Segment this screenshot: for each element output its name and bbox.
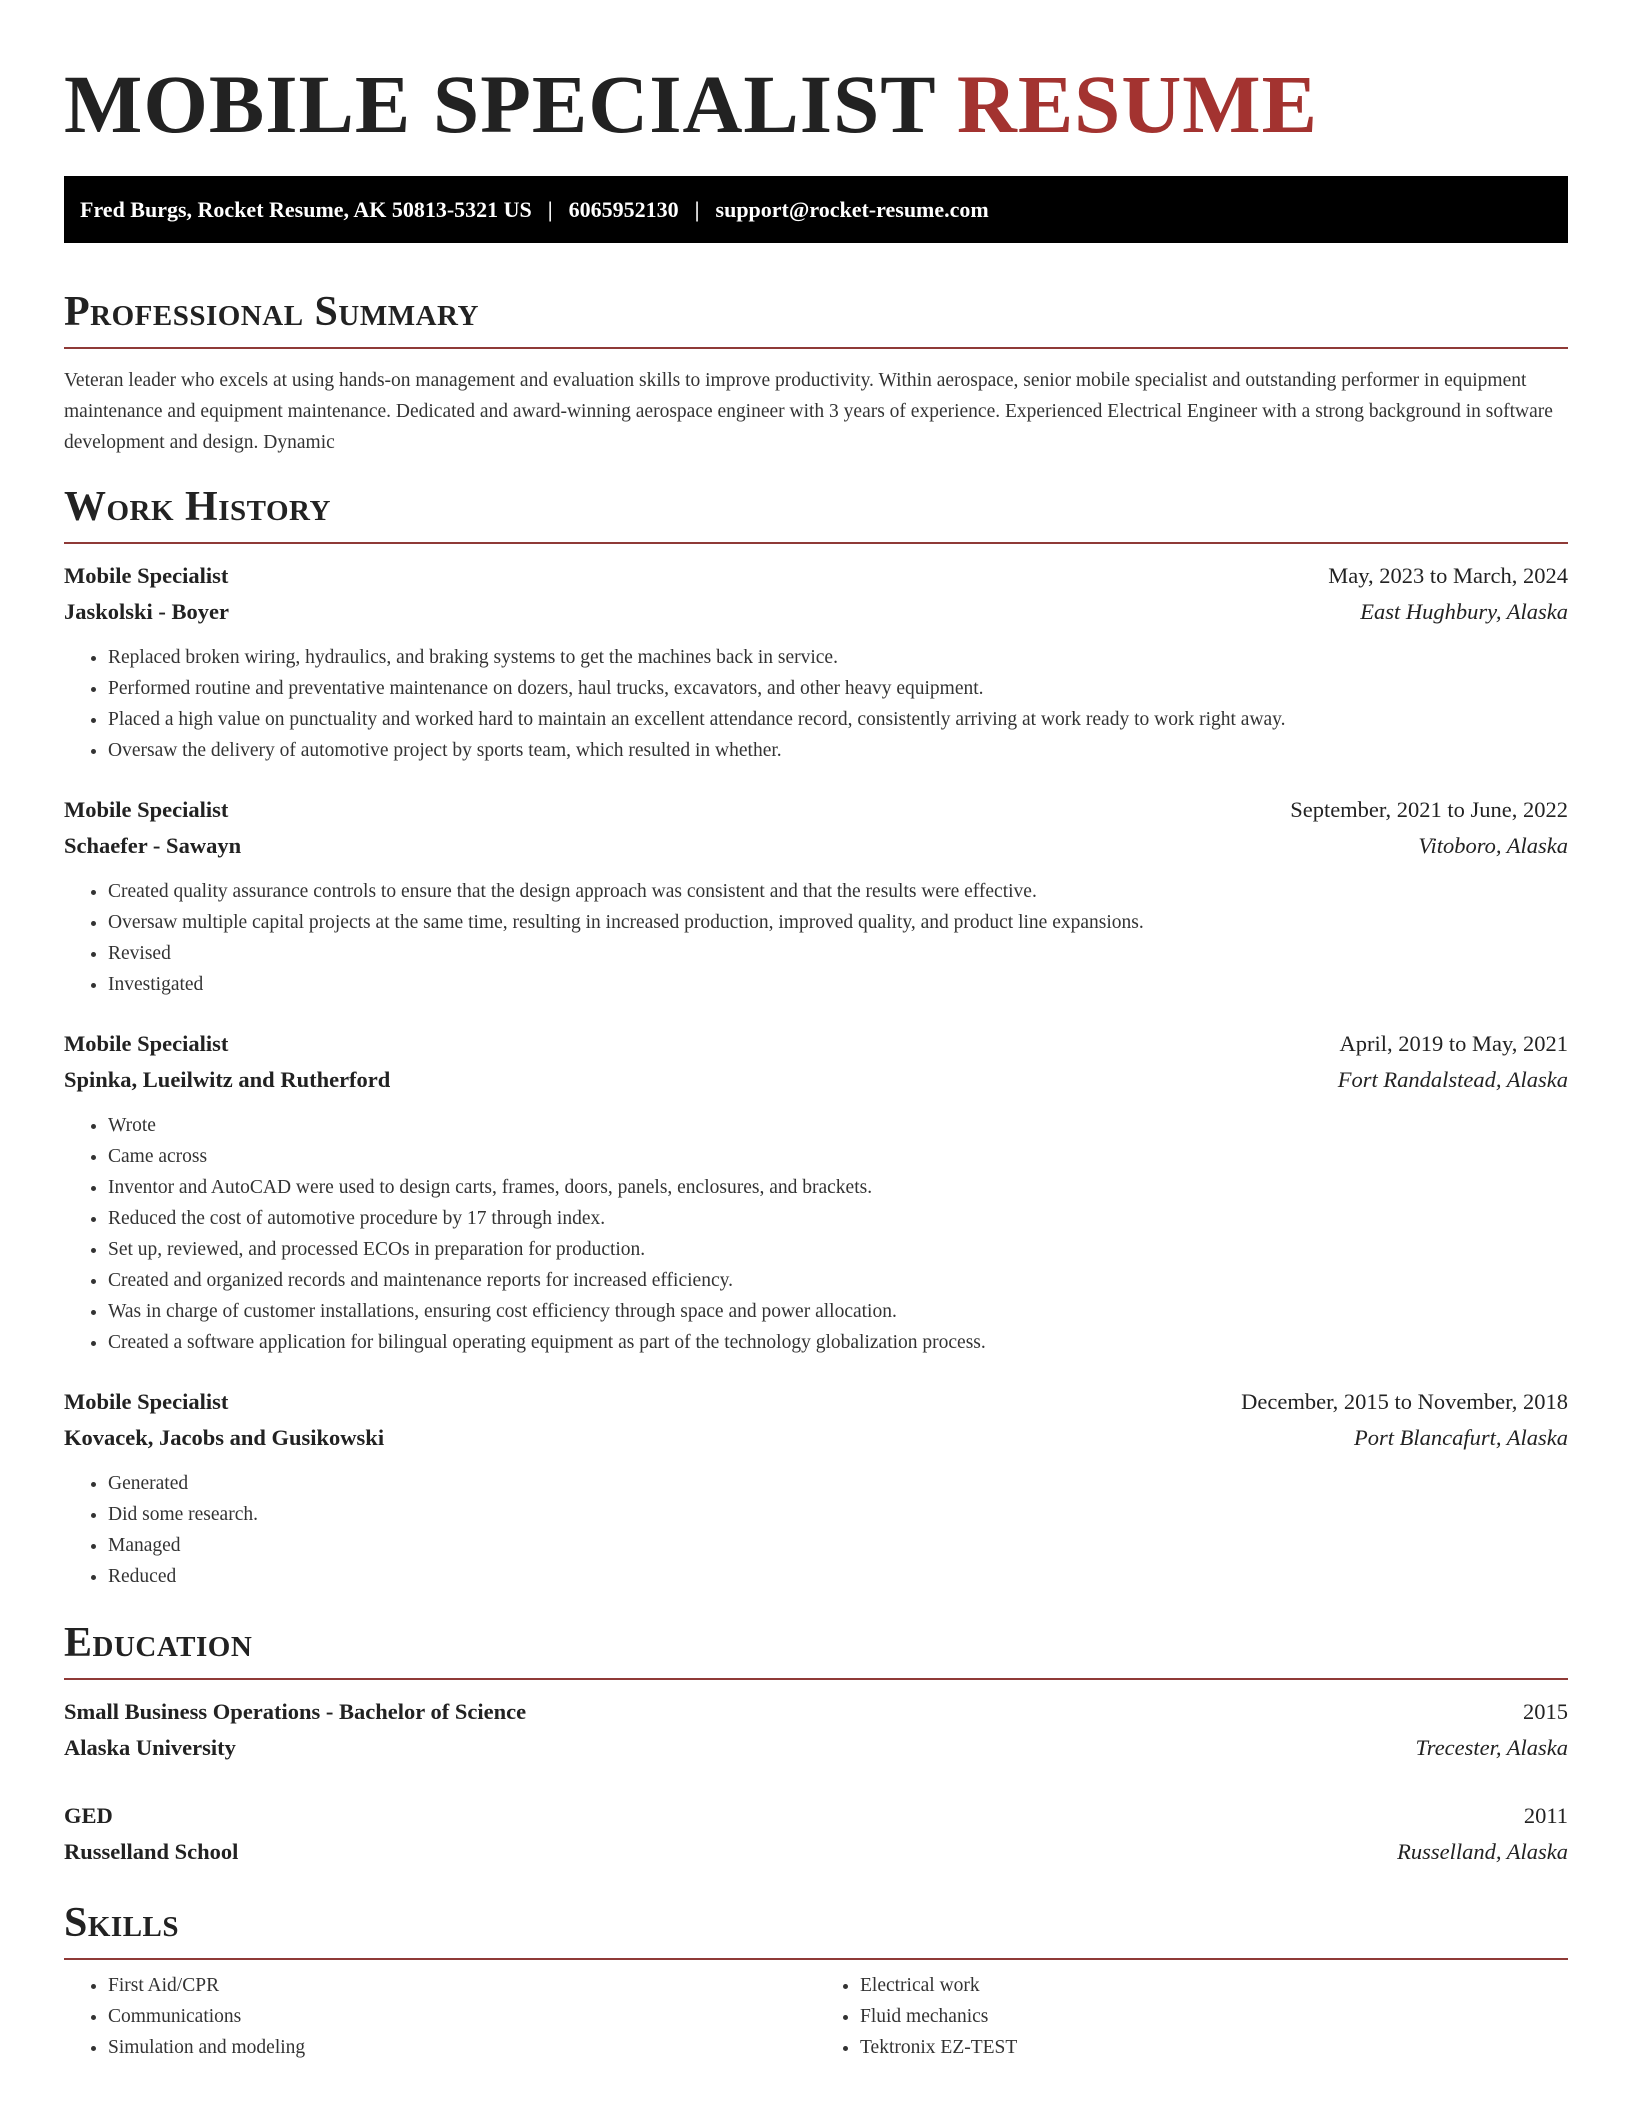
job-entry	[64, 792, 1568, 1000]
job-location: Port Blancafurt, Alaska	[1354, 1425, 1568, 1450]
contact-email[interactable]: support@rocket-resume.com	[715, 196, 989, 222]
job-bullet: • Created a software application for bilingual operating equipment as part of the technology globalization process.	[108, 1327, 1568, 1358]
job-bullet: • Performed routine and preventative maintenance on dozers, haul trucks, excavators, and other heavy equipment.	[108, 673, 1568, 704]
skills-list	[816, 1970, 1568, 2063]
job-title: Mobile Specialist	[64, 563, 229, 588]
job-entry	[64, 1026, 1568, 1358]
job-bullet: • Generated	[108, 1468, 1568, 1499]
job-bullet: • Reduced	[108, 1561, 1568, 1592]
job-title: Mobile Specialist	[64, 797, 229, 822]
skills-column-right	[816, 1970, 1568, 2063]
job-bullets	[64, 1468, 1568, 1592]
job-bullet: • Created and organized records and maintenance reports for increased efficiency.	[108, 1265, 1568, 1296]
education-school-row	[64, 1730, 1568, 1766]
job-bullet: • Wrote	[108, 1110, 1568, 1141]
job-dates: May, 2023 to March, 2024	[1328, 563, 1568, 588]
skill-item: • Simulation and modeling	[108, 2032, 816, 2063]
job-bullet: • Oversaw the delivery of automotive project by sports team, which resulted in whether.	[108, 735, 1568, 766]
job-bullet: • Revised	[108, 938, 1568, 969]
job-bullet: • Investigated	[108, 969, 1568, 1000]
job-dates: December, 2015 to November, 2018	[1241, 1389, 1568, 1414]
job-dates: April, 2019 to May, 2021	[1339, 1031, 1568, 1056]
resume-title	[64, 56, 1568, 152]
education-school: Russelland School	[64, 1839, 239, 1864]
job-location: Fort Randalstead, Alaska	[1337, 1067, 1568, 1092]
contact-address: Fred Burgs, Rocket Resume, AK 50813-5321 US	[80, 196, 532, 222]
contact-bar	[64, 176, 1568, 243]
job-bullet: • Managed	[108, 1530, 1568, 1561]
contact-separator: |	[694, 196, 700, 222]
job-bullet: • Oversaw multiple capital projects at the same time, resulting in increased production, improved quality, and product line expansions.	[108, 907, 1568, 938]
job-bullet: • Came across	[108, 1141, 1568, 1172]
job-bullet: • Placed a high value on punctuality and worked hard to maintain an excellent attendance record, consistently arriving at work ready to work right away.	[108, 704, 1568, 735]
job-company: Schaefer - Sawayn	[64, 833, 242, 858]
job-bullet: • Replaced broken wiring, hydraulics, and braking systems to get the machines back in service.	[108, 642, 1568, 673]
job-header-row	[64, 558, 1568, 594]
education-header-row	[64, 1798, 1568, 1834]
job-title: Mobile Specialist	[64, 1031, 229, 1056]
skills-section	[64, 1898, 1568, 2063]
job-company: Jaskolski - Boyer	[64, 599, 230, 624]
skill-item: • Fluid mechanics	[860, 2001, 1568, 2032]
education-school: Alaska University	[64, 1735, 236, 1760]
education-location: Russelland, Alaska	[1397, 1839, 1568, 1864]
education-entry	[64, 1798, 1568, 1870]
education-location: Trecester, Alaska	[1415, 1735, 1568, 1760]
skills-column-left	[64, 1970, 816, 2063]
skills-heading: Skills	[64, 1900, 180, 1946]
education-degree: Small Business Operations - Bachelor of Science	[64, 1699, 527, 1724]
work-history-section	[64, 482, 1568, 1592]
skill-item: • First Aid/CPR	[108, 1970, 816, 2001]
job-company-row	[64, 594, 1568, 630]
job-bullets	[64, 876, 1568, 1000]
title-main: MOBILE SPECIALIST	[64, 58, 936, 150]
summary-heading: Professional Summary	[64, 289, 479, 335]
education-year: 2011	[1523, 1803, 1568, 1828]
education-header-row	[64, 1694, 1568, 1730]
work-history-heading: Work History	[64, 484, 331, 530]
job-location: East Hughbury, Alaska	[1360, 599, 1568, 624]
contact-separator: |	[547, 196, 553, 222]
education-year: 2015	[1523, 1699, 1568, 1724]
education-school-row	[64, 1834, 1568, 1870]
skills-grid	[64, 1970, 1568, 2063]
section-divider	[64, 542, 1568, 544]
job-header-row	[64, 1026, 1568, 1062]
job-company: Spinka, Lueilwitz and Rutherford	[64, 1067, 391, 1092]
job-company-row	[64, 1062, 1568, 1098]
job-entry	[64, 1384, 1568, 1592]
section-divider	[64, 1678, 1568, 1680]
job-location: Vitoboro, Alaska	[1418, 833, 1568, 858]
job-company-row	[64, 828, 1568, 864]
skill-item: • Electrical work	[860, 1970, 1568, 2001]
job-dates: September, 2021 to June, 2022	[1290, 797, 1568, 822]
education-section	[64, 1618, 1568, 1870]
summary-section	[64, 287, 1568, 458]
skill-item: • Communications	[108, 2001, 816, 2032]
job-bullet: • Created quality assurance controls to ensure that the design approach was consistent and that the results were effective.	[108, 876, 1568, 907]
job-bullets	[64, 1110, 1568, 1358]
education-entry	[64, 1694, 1568, 1766]
skills-list	[64, 1970, 816, 2063]
education-heading: Education	[64, 1620, 253, 1666]
job-bullet: • Set up, reviewed, and processed ECOs in preparation for production.	[108, 1234, 1568, 1265]
job-bullet: • Did some research.	[108, 1499, 1568, 1530]
job-entry	[64, 558, 1568, 766]
job-header-row	[64, 1384, 1568, 1420]
job-bullet: • Reduced the cost of automotive procedure by 17 through index.	[108, 1203, 1568, 1234]
education-degree: GED	[64, 1803, 113, 1828]
job-bullet: • Inventor and AutoCAD were used to design carts, frames, doors, panels, enclosures, and brackets.	[108, 1172, 1568, 1203]
section-divider	[64, 1958, 1568, 1960]
contact-phone: 6065952130	[568, 196, 679, 222]
title-accent: RESUME	[956, 58, 1318, 150]
job-company-row	[64, 1420, 1568, 1456]
job-header-row	[64, 792, 1568, 828]
skill-item: • Tektronix EZ-TEST	[860, 2032, 1568, 2063]
job-company: Kovacek, Jacobs and Gusikowski	[64, 1425, 385, 1450]
job-title: Mobile Specialist	[64, 1389, 229, 1414]
section-divider	[64, 347, 1568, 349]
job-bullet: • Was in charge of customer installations, ensuring cost efficiency through space and power allocation.	[108, 1296, 1568, 1327]
job-bullets	[64, 642, 1568, 766]
summary-text: Veteran leader who excels at using hands-on management and evaluation skills to improve productivity. Within aerospace, senior mobile specialist and outstanding performer in equipment maintenance and equipment maintenance. Dedicated and award-winning aerospace engineer with 3 years of experience. Experienced Electrical Engineer with a strong background in software development and design. Dynamic	[64, 370, 1553, 453]
